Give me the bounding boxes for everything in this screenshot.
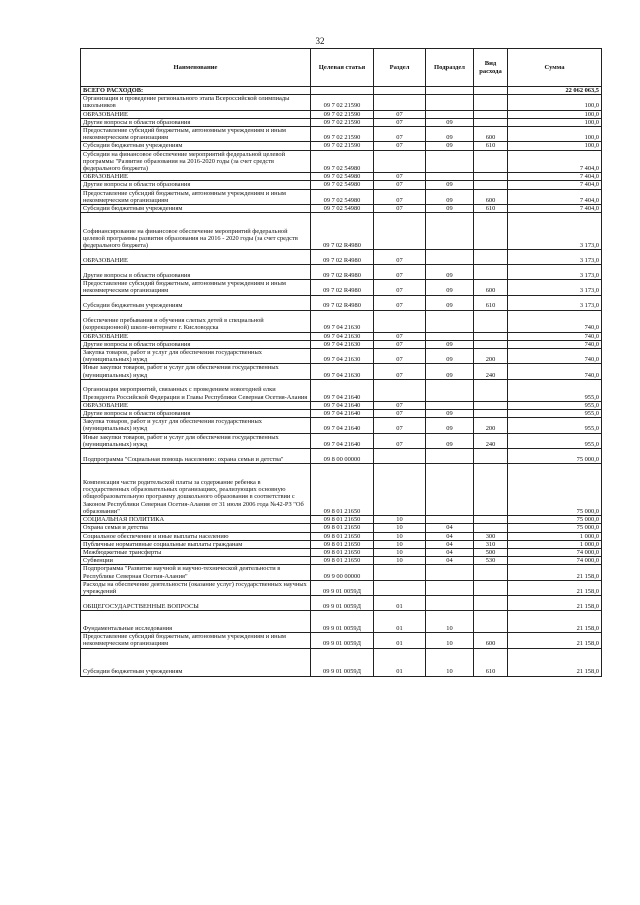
cell-name: Расходы на обеспечение деятельности (оказание услуг) государственных научных учреждений <box>81 580 311 595</box>
cell-type: 600 <box>474 189 508 204</box>
cell-article: 09 7 02 21590 <box>311 95 374 110</box>
cell-section: 01 <box>374 611 426 633</box>
table-row <box>81 189 602 204</box>
cell-section: 07 <box>374 340 426 348</box>
cell-name: Софинансирование на финансовое обеспечение мероприятий федеральной целевой программы развития образования на 2016 - 2020 годы (за счет средств федерального бюджета) <box>81 213 311 250</box>
cell-name: Субсидии бюджетным учреждениям <box>81 205 311 213</box>
cell-sum: 7 404,0 <box>508 181 602 189</box>
cell-name: Предоставление субсидий бюджетным, автономным учреждениям и иным некоммерческим организациям <box>81 189 311 204</box>
table-row <box>81 280 602 295</box>
cell-type <box>474 150 508 173</box>
cell-sum: 740,0 <box>508 364 602 379</box>
cell-name: Закупка товаров, работ и услуг для обеспечения государственных (муниципальных) нужд <box>81 418 311 433</box>
table-row <box>81 548 602 556</box>
cell-sum: 7 404,0 <box>508 173 602 181</box>
cell-name: ОБРАЗОВАНИЕ <box>81 110 311 118</box>
cell-name: Субсидии бюджетным учреждениям <box>81 648 311 676</box>
cell-name: Другие вопросы в области образования <box>81 118 311 126</box>
cell-section <box>374 565 426 580</box>
cell-article: 09 9 01 0059Д <box>311 648 374 676</box>
cell-subsection: 09 <box>426 433 474 448</box>
cell-section: 07 <box>374 205 426 213</box>
cell-subsection: 04 <box>426 540 474 548</box>
cell-article: 09 7 02 54980 <box>311 205 374 213</box>
cell-name: ОБЩЕГОСУДАРСТВЕННЫЕ ВОПРОСЫ <box>81 596 311 611</box>
cell-type: 300 <box>474 532 508 540</box>
cell-sum: 7 404,0 <box>508 205 602 213</box>
cell-name: Компенсация части родительской платы за содержание ребенка в государственных образовательных организациях, реализующих основную общеобразовательную программу дошкольного образования в соответствии с Законом Республики Северная Осетия-Алания от 31 июля 2006 года №42-РЗ "Об образовании" <box>81 464 311 516</box>
cell-sum: 21 158,0 <box>508 648 602 676</box>
cell-section: 07 <box>374 142 426 150</box>
cell-subsection: 09 <box>426 265 474 280</box>
table-row <box>81 310 602 332</box>
header-section: Раздел <box>374 49 426 87</box>
cell-type: 310 <box>474 540 508 548</box>
total-sum: 22 062 063,5 <box>508 87 602 95</box>
cell-name: Предоставление субсидий бюджетным, автономным учреждениям и иным некоммерческим организациям <box>81 127 311 142</box>
expenditure-table <box>80 48 602 677</box>
total-section <box>374 87 426 95</box>
cell-section: 07 <box>374 127 426 142</box>
cell-sum: 955,0 <box>508 410 602 418</box>
cell-type <box>474 95 508 110</box>
table-row <box>81 110 602 118</box>
cell-article: 09 7 02 R4980 <box>311 250 374 265</box>
cell-type <box>474 340 508 348</box>
cell-type <box>474 265 508 280</box>
cell-sum: 21 158,0 <box>508 565 602 580</box>
cell-subsection: 09 <box>426 295 474 310</box>
cell-subsection <box>426 110 474 118</box>
table-row <box>81 142 602 150</box>
cell-subsection: 10 <box>426 633 474 648</box>
total-article <box>311 87 374 95</box>
cell-subsection: 09 <box>426 205 474 213</box>
cell-section <box>374 580 426 595</box>
cell-subsection <box>426 250 474 265</box>
table-row <box>81 127 602 142</box>
cell-type: 600 <box>474 280 508 295</box>
cell-sum: 740,0 <box>508 310 602 332</box>
cell-section: 07 <box>374 189 426 204</box>
table-row <box>81 633 602 648</box>
cell-sum: 100,0 <box>508 110 602 118</box>
cell-sum: 100,0 <box>508 127 602 142</box>
cell-name: Подпрограмма "Развитие научной и научно-технической деятельности в Республике Северная Осетия-Алания" <box>81 565 311 580</box>
table-row <box>81 332 602 340</box>
cell-section <box>374 213 426 250</box>
cell-subsection: 04 <box>426 557 474 565</box>
cell-section <box>374 379 426 401</box>
cell-sum: 7 404,0 <box>508 150 602 173</box>
cell-subsection <box>426 516 474 524</box>
cell-section: 10 <box>374 524 426 532</box>
cell-sum: 1 000,0 <box>508 532 602 540</box>
cell-subsection: 04 <box>426 532 474 540</box>
cell-name: Иные закупки товаров, работ и услуг для обеспечения государственных (муниципальных) нужд <box>81 433 311 448</box>
cell-section: 07 <box>374 118 426 126</box>
cell-article: 09 8 01 21650 <box>311 540 374 548</box>
cell-type: 600 <box>474 633 508 648</box>
cell-article: 09 7 04 21630 <box>311 364 374 379</box>
table-row <box>81 295 602 310</box>
cell-type <box>474 110 508 118</box>
cell-article: 09 8 01 21650 <box>311 532 374 540</box>
total-label: ВСЕГО РАСХОДОВ: <box>81 87 311 95</box>
cell-subsection <box>426 332 474 340</box>
cell-type <box>474 449 508 464</box>
total-subsection <box>426 87 474 95</box>
cell-name: Межбюджетные трансферты <box>81 548 311 556</box>
cell-article: 09 7 02 R4980 <box>311 265 374 280</box>
cell-name: ОБРАЗОВАНИЕ <box>81 173 311 181</box>
cell-sum: 21 158,0 <box>508 633 602 648</box>
cell-article: 09 7 02 54980 <box>311 173 374 181</box>
table-row <box>81 250 602 265</box>
table-row <box>81 364 602 379</box>
cell-type <box>474 516 508 524</box>
cell-section: 07 <box>374 332 426 340</box>
table-row <box>81 401 602 409</box>
cell-sum: 955,0 <box>508 433 602 448</box>
cell-section: 10 <box>374 532 426 540</box>
cell-name: Предоставление субсидий бюджетным, автономным учреждениям и иным некоммерческим организациям <box>81 280 311 295</box>
cell-subsection: 10 <box>426 611 474 633</box>
cell-article: 09 9 01 0059Д <box>311 633 374 648</box>
cell-article: 09 7 04 21640 <box>311 410 374 418</box>
cell-type <box>474 580 508 595</box>
cell-subsection: 09 <box>426 364 474 379</box>
cell-subsection <box>426 173 474 181</box>
cell-sum: 74 000,0 <box>508 548 602 556</box>
cell-subsection <box>426 449 474 464</box>
table-row <box>81 449 602 464</box>
cell-name: ОБРАЗОВАНИЕ <box>81 250 311 265</box>
cell-name: Другие вопросы в области образования <box>81 181 311 189</box>
cell-name: СОЦИАЛЬНАЯ ПОЛИТИКА <box>81 516 311 524</box>
cell-section: 07 <box>374 418 426 433</box>
cell-section <box>374 150 426 173</box>
table-row <box>81 213 602 250</box>
cell-sum: 3 173,0 <box>508 295 602 310</box>
table-row <box>81 349 602 364</box>
cell-article: 09 9 01 0059Д <box>311 611 374 633</box>
cell-type <box>474 611 508 633</box>
header-row <box>81 49 602 87</box>
cell-article: 09 7 02 54980 <box>311 150 374 173</box>
cell-sum: 100,0 <box>508 118 602 126</box>
cell-type: 610 <box>474 648 508 676</box>
cell-section <box>374 95 426 110</box>
cell-article: 09 7 02 R4980 <box>311 213 374 250</box>
cell-name: Субсидии на финансовое обеспечение мероприятий федеральной целевой программы "Развитие образования на 2016-2020 годы (за счет средств федерального бюджета) <box>81 150 311 173</box>
table-row <box>81 532 602 540</box>
cell-type: 500 <box>474 548 508 556</box>
cell-subsection <box>426 95 474 110</box>
table-row <box>81 410 602 418</box>
cell-name: Иные закупки товаров, работ и услуг для обеспечения государственных (муниципальных) нужд <box>81 364 311 379</box>
cell-subsection: 09 <box>426 142 474 150</box>
cell-section <box>374 310 426 332</box>
cell-article: 09 9 01 0059Д <box>311 596 374 611</box>
cell-name: Организация мероприятий, связанных с проведением новогодней елки Президента Российской Федерации и Главы Республики Северная Осетия-Алания <box>81 379 311 401</box>
table-row <box>81 205 602 213</box>
cell-sum: 740,0 <box>508 332 602 340</box>
cell-sum: 21 158,0 <box>508 580 602 595</box>
cell-type: 610 <box>474 142 508 150</box>
table-row <box>81 118 602 126</box>
table-row <box>81 464 602 516</box>
table-row <box>81 565 602 580</box>
cell-name: Другие вопросы в области образования <box>81 265 311 280</box>
cell-type: 600 <box>474 127 508 142</box>
cell-subsection: 04 <box>426 524 474 532</box>
cell-subsection: 09 <box>426 410 474 418</box>
cell-subsection: 09 <box>426 280 474 295</box>
cell-type <box>474 379 508 401</box>
cell-name: Социальное обеспечение и иные выплаты населению <box>81 532 311 540</box>
cell-type: 200 <box>474 418 508 433</box>
table-row <box>81 379 602 401</box>
cell-subsection: 09 <box>426 340 474 348</box>
header-sum: Сумма <box>508 49 602 87</box>
cell-subsection: 09 <box>426 418 474 433</box>
cell-article: 09 7 04 21640 <box>311 433 374 448</box>
cell-section: 07 <box>374 280 426 295</box>
cell-sum: 21 158,0 <box>508 611 602 633</box>
cell-name: Предоставление субсидий бюджетным, автономным учреждениям и иным некоммерческим организациям <box>81 633 311 648</box>
cell-section: 07 <box>374 265 426 280</box>
cell-article: 09 7 04 21640 <box>311 379 374 401</box>
cell-name: Другие вопросы в области образования <box>81 410 311 418</box>
cell-sum: 955,0 <box>508 379 602 401</box>
cell-subsection <box>426 150 474 173</box>
cell-section: 01 <box>374 596 426 611</box>
cell-section: 07 <box>374 250 426 265</box>
cell-article: 09 7 02 R4980 <box>311 295 374 310</box>
cell-type <box>474 173 508 181</box>
table-row <box>81 516 602 524</box>
cell-article: 09 8 01 21650 <box>311 464 374 516</box>
cell-section: 10 <box>374 557 426 565</box>
cell-type <box>474 464 508 516</box>
cell-subsection: 09 <box>426 189 474 204</box>
cell-type <box>474 310 508 332</box>
cell-article: 09 9 01 0059Д <box>311 580 374 595</box>
cell-sum: 75 000,0 <box>508 464 602 516</box>
cell-type <box>474 596 508 611</box>
cell-article: 09 7 04 21630 <box>311 349 374 364</box>
cell-sum: 21 158,0 <box>508 596 602 611</box>
cell-article: 09 7 02 21590 <box>311 127 374 142</box>
cell-name: ОБРАЗОВАНИЕ <box>81 332 311 340</box>
cell-section: 07 <box>374 181 426 189</box>
table-row <box>81 433 602 448</box>
total-row <box>81 87 602 95</box>
cell-sum: 74 000,0 <box>508 557 602 565</box>
cell-sum: 3 173,0 <box>508 280 602 295</box>
cell-article: 09 7 04 21630 <box>311 332 374 340</box>
table-row <box>81 95 602 110</box>
cell-article: 09 7 02 R4980 <box>311 280 374 295</box>
cell-sum: 3 173,0 <box>508 213 602 250</box>
table-row <box>81 557 602 565</box>
cell-type: 530 <box>474 557 508 565</box>
cell-subsection: 04 <box>426 548 474 556</box>
cell-type <box>474 332 508 340</box>
cell-section: 07 <box>374 401 426 409</box>
cell-article: 09 7 02 54980 <box>311 181 374 189</box>
cell-type <box>474 250 508 265</box>
cell-type: 240 <box>474 364 508 379</box>
cell-name: Субсидии бюджетным учреждениям <box>81 295 311 310</box>
cell-section: 07 <box>374 349 426 364</box>
table-row <box>81 265 602 280</box>
page-number: 32 <box>315 36 325 46</box>
cell-subsection: 09 <box>426 349 474 364</box>
cell-section <box>374 464 426 516</box>
table-row <box>81 580 602 595</box>
cell-subsection <box>426 596 474 611</box>
cell-article: 09 7 04 21640 <box>311 418 374 433</box>
cell-section: 10 <box>374 540 426 548</box>
header-type: Вид расхода <box>474 49 508 87</box>
cell-name: Охрана семьи и детства <box>81 524 311 532</box>
cell-article: 09 8 01 21650 <box>311 524 374 532</box>
cell-type <box>474 118 508 126</box>
cell-type: 240 <box>474 433 508 448</box>
cell-subsection <box>426 464 474 516</box>
cell-sum: 75 000,0 <box>508 449 602 464</box>
total-type <box>474 87 508 95</box>
cell-sum: 75 000,0 <box>508 524 602 532</box>
cell-article: 09 7 02 21590 <box>311 118 374 126</box>
table-row <box>81 181 602 189</box>
header-article: Целевая статья <box>311 49 374 87</box>
cell-sum: 3 173,0 <box>508 250 602 265</box>
table-row <box>81 596 602 611</box>
cell-subsection: 09 <box>426 127 474 142</box>
cell-article: 09 7 02 21590 <box>311 142 374 150</box>
cell-article: 09 9 00 00000 <box>311 565 374 580</box>
cell-sum: 955,0 <box>508 401 602 409</box>
cell-article: 09 8 00 00000 <box>311 449 374 464</box>
cell-name: Публичные нормативные социальные выплаты гражданам <box>81 540 311 548</box>
cell-sum: 955,0 <box>508 418 602 433</box>
cell-sum: 100,0 <box>508 142 602 150</box>
cell-name: ОБРАЗОВАНИЕ <box>81 401 311 409</box>
cell-section: 07 <box>374 173 426 181</box>
table-row <box>81 150 602 173</box>
cell-article: 09 8 01 21650 <box>311 516 374 524</box>
cell-article: 09 7 04 21630 <box>311 340 374 348</box>
cell-sum: 1 000,0 <box>508 540 602 548</box>
cell-sum: 740,0 <box>508 340 602 348</box>
table-row <box>81 173 602 181</box>
cell-article: 09 7 02 54980 <box>311 189 374 204</box>
cell-type <box>474 524 508 532</box>
table-row <box>81 611 602 633</box>
cell-section: 01 <box>374 633 426 648</box>
cell-name: Обеспечение пребывания и обучения слепых детей в специальной (коррекционной) школе-интернате г. Кисловодска <box>81 310 311 332</box>
cell-subsection <box>426 379 474 401</box>
header-name: Наименование <box>81 49 311 87</box>
cell-subsection <box>426 401 474 409</box>
cell-name: Другие вопросы в области образования <box>81 340 311 348</box>
cell-subsection <box>426 565 474 580</box>
cell-type <box>474 181 508 189</box>
cell-section: 01 <box>374 648 426 676</box>
cell-article: 09 7 04 21640 <box>311 401 374 409</box>
cell-subsection <box>426 310 474 332</box>
cell-section <box>374 449 426 464</box>
cell-section: 07 <box>374 410 426 418</box>
cell-name: Подпрограмма "Социальная помощь населению: охрана семьи и детства" <box>81 449 311 464</box>
cell-sum: 75 000,0 <box>508 516 602 524</box>
cell-type: 610 <box>474 295 508 310</box>
cell-type <box>474 410 508 418</box>
cell-type <box>474 565 508 580</box>
cell-sum: 100,0 <box>508 95 602 110</box>
cell-article: 09 8 01 21650 <box>311 548 374 556</box>
cell-section: 07 <box>374 295 426 310</box>
cell-article: 09 8 01 21650 <box>311 557 374 565</box>
table-row <box>81 540 602 548</box>
cell-subsection: 09 <box>426 181 474 189</box>
cell-name: Субсидии бюджетным учреждениям <box>81 142 311 150</box>
cell-section: 07 <box>374 433 426 448</box>
table-row <box>81 418 602 433</box>
cell-sum: 3 173,0 <box>508 265 602 280</box>
cell-type <box>474 401 508 409</box>
table-row <box>81 340 602 348</box>
cell-sum: 740,0 <box>508 349 602 364</box>
cell-type <box>474 213 508 250</box>
cell-article: 09 7 02 21590 <box>311 110 374 118</box>
table-row <box>81 524 602 532</box>
cell-sum: 7 404,0 <box>508 189 602 204</box>
cell-subsection <box>426 580 474 595</box>
cell-section: 07 <box>374 110 426 118</box>
cell-name: Субвенции <box>81 557 311 565</box>
header-subsection: Подраздел <box>426 49 474 87</box>
cell-subsection: 09 <box>426 118 474 126</box>
cell-type: 200 <box>474 349 508 364</box>
cell-name: Закупка товаров, работ и услуг для обеспечения государственных (муниципальных) нужд <box>81 349 311 364</box>
cell-article: 09 7 04 21630 <box>311 310 374 332</box>
cell-section: 10 <box>374 516 426 524</box>
cell-subsection: 10 <box>426 648 474 676</box>
cell-section: 10 <box>374 548 426 556</box>
cell-name: Фундаментальные исследования <box>81 611 311 633</box>
cell-type: 610 <box>474 205 508 213</box>
cell-name: Организация и проведение регионального этапа Всероссийской олимпиады школьников <box>81 95 311 110</box>
cell-subsection <box>426 213 474 250</box>
cell-section: 07 <box>374 364 426 379</box>
table-row <box>81 648 602 676</box>
